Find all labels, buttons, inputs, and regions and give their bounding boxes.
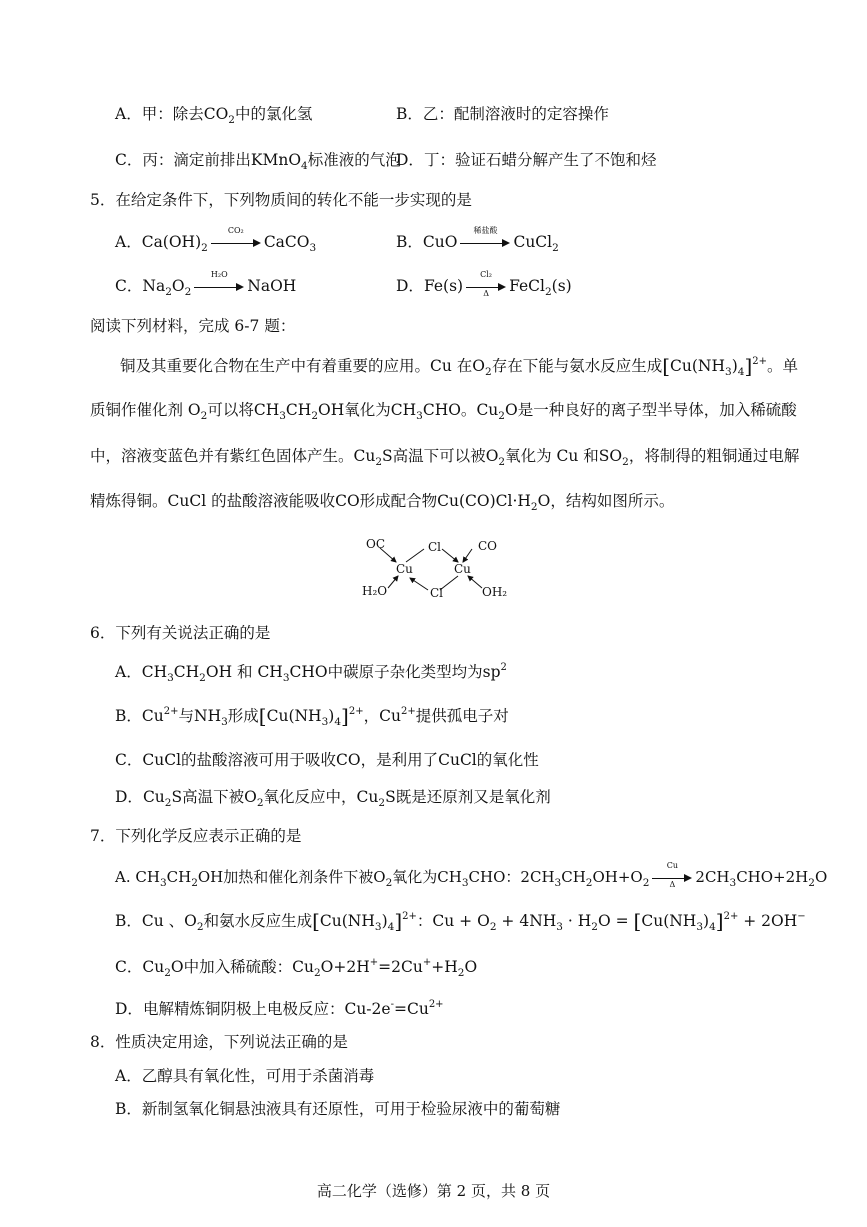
passage-intro: 阅读下列材料，完成 6-7 题： (90, 317, 296, 335)
q7-option-d: D．电解精炼铜阴极上电极反应：$Cu-2e^-=Cu^{2+}$ (115, 999, 444, 1018)
q7-stem: 7．下列化学反应表示正确的是 (90, 827, 302, 845)
q6-option-b: B．$Cu^{2+}$与$NH_3$形成$[Cu(NH_3)_4]^{2+}$，$Cu^{2+}$提供孤电子对 (115, 704, 509, 728)
atom-cu-left: Cu (396, 562, 413, 576)
q4-option-c: C．丙：滴定前排出KMnO$_4$标准液的气泡 (115, 151, 401, 172)
q6-option-c: C．CuCl的盐酸溶液可用于吸收CO，是利用了CuCl的氧化性 (115, 751, 539, 769)
ligand-h2o: H₂O (362, 584, 388, 598)
reaction-arrow-icon: H₂O (194, 278, 244, 292)
ligand-cl-top: Cl (428, 540, 442, 554)
ligand-oh2: OH₂ (482, 585, 508, 599)
ligand-cl-bottom: Cl (430, 586, 444, 600)
q7-option-a: A. $CH_3CH_2OH$加热和催化剂条件下被$O_2$氧化为$CH_3CHO$：$2CH_3CH_2OH+O_2$ $\frac{Cu}{\Delta}$ $2CH_3CHO+2H_2O$ (115, 861, 828, 889)
passage-line-4: 精炼得铜。CuCl 的盐酸溶液能吸收CO形成配合物$Cu(CO)Cl\cdot H_2O$，结构如图所示。 (90, 492, 675, 513)
complex-structure-diagram (358, 534, 514, 606)
q6-option-d: D．$Cu_2S$高温下被$O_2$氧化反应中，$Cu_2S$既是还原剂又是氧化剂 (115, 788, 551, 809)
q7-option-c: C．$Cu_2O$中加入稀硫酸：$Cu_2O+2H^+=2Cu^++H_2O$ (115, 957, 478, 979)
q8-option-b: B．新制氢氧化铜悬浊液具有还原性，可用于检验尿液中的葡萄糖 (115, 1100, 561, 1118)
q8-stem: 8．性质决定用途，下列说法正确的是 (90, 1033, 348, 1051)
reaction-arrow-icon: $\frac{\text{Cl₂}}{\Delta}$ (466, 278, 506, 292)
q7-option-b: B．Cu 、$O_2$和氨水反应生成$[Cu(NH_3)_4]^{2+}$：$Cu + O_2 + 4NH_3 \cdot H_2O = [Cu(NH_3)_4]^{2+} + 2OH^-$ (115, 909, 806, 933)
passage-line-2: 质铜作催化剂 $O_2$可以将$CH_3CH_2OH$氧化为$CH_3CHO$。$Cu_2O$是一种良好的离子型半导体，加入稀硫酸 (90, 401, 797, 422)
q5-option-b: B．CuO 稀盐酸 CuCl$_2$ (396, 226, 559, 254)
ligand-co: CO (478, 539, 498, 553)
q5-stem: 5．在给定条件下，下列物质间的转化不能一步实现的是 (90, 191, 472, 209)
ligand-oc: OC (366, 537, 386, 551)
q5-option-d: D．Fe(s) $\frac{\text{Cl₂}}{\Delta}$ FeCl$_2$(s) (396, 270, 572, 298)
passage-line-3: 中，溶液变蓝色并有紫红色固体产生。$Cu_2S$高温下可以被$O_2$氧化为 Cu 和$SO_2$，将制得的粗铜通过电解 (90, 447, 800, 468)
q4-option-b: B．乙：配制溶液时的定容操作 (396, 105, 609, 123)
q4-option-a: A．甲：除去$CO_2$中的氯化氢 (115, 105, 313, 126)
reaction-arrow-icon: 稀盐酸 (460, 234, 510, 248)
reaction-arrow-icon: $\frac{Cu}{\Delta}$ (652, 869, 692, 883)
reaction-arrow-icon: CO₂ (211, 234, 261, 248)
passage-line-1: 铜及其重要化合物在生产中有着重要的应用。Cu 在$O_2$存在下能与氨水反应生成$[Cu(NH_3)_4]^{2+}$。单 (120, 354, 799, 378)
q8-option-a: A．乙醇具有氧化性，可用于杀菌消毒 (115, 1067, 375, 1085)
page-footer: 高二化学（选修）第 2 页，共 8 页 (316, 1182, 551, 1200)
q6-stem: 6．下列有关说法正确的是 (90, 624, 271, 642)
q5-option-c: C．$Na_2O_2$ H₂O NaOH (115, 270, 297, 298)
q4-option-d: D．丁：验证石蜡分解产生了不饱和烃 (396, 151, 657, 169)
atom-cu-right: Cu (454, 562, 471, 576)
q6-option-a: A．$CH_3CH_2OH$ 和 $CH_3CHO$中碳原子杂化类型均为$sp^2$ (115, 662, 507, 684)
q5-option-a: A．$Ca(OH)_2$ CO₂ CaCO$_3$ (115, 226, 317, 254)
